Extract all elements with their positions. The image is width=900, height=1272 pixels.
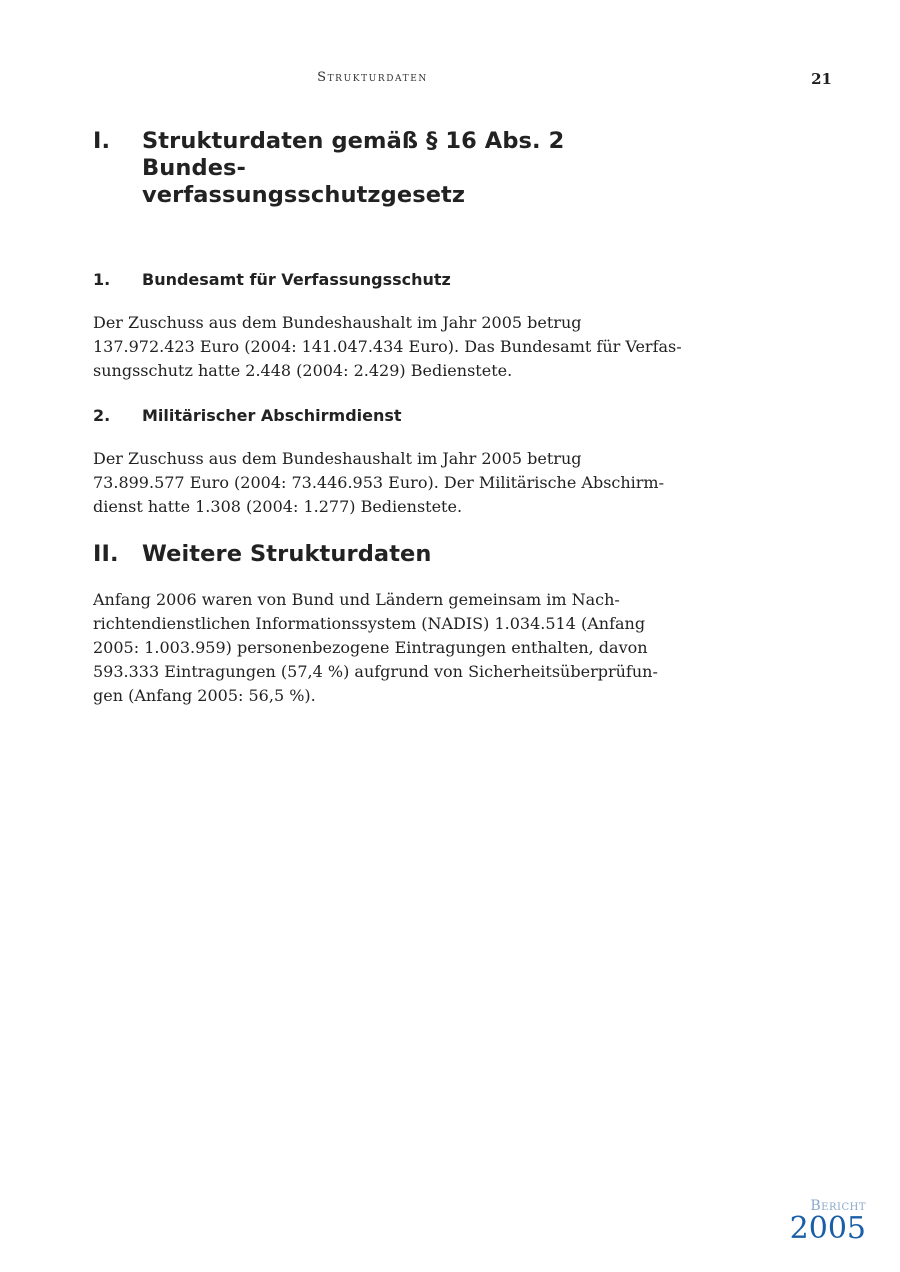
paragraph-line: Anfang 2006 waren von Bund und Ländern gemeinsam im Nach- xyxy=(93,590,620,609)
subsection-number: 1. xyxy=(93,270,111,289)
section-title xyxy=(142,128,663,209)
subsection-heading-2 xyxy=(93,405,663,427)
section-heading-1 xyxy=(93,128,663,209)
section-title-line: verfassungsschutzgesetz xyxy=(142,182,466,208)
section-number: I. xyxy=(93,128,111,154)
paragraph-line: Der Zuschuss aus dem Bundeshaushalt im Jahr 2005 betrug xyxy=(93,313,582,332)
report-brand-logo xyxy=(790,1199,866,1244)
paragraph-line: sungsschutz hatte 2.448 (2004: 2.429) Bedienstete. xyxy=(93,361,513,380)
paragraph-line: 73.899.577 Euro (2004: 73.446.953 Euro). Der Militärische Abschirm- xyxy=(93,473,665,492)
subsection-title: Militärischer Abschirmdienst xyxy=(142,406,402,425)
section-title: Weitere Strukturdaten xyxy=(142,541,432,567)
page-number: 21 xyxy=(811,70,832,88)
paragraph-nadis xyxy=(93,588,663,708)
main-content xyxy=(93,128,682,708)
brand-year: 2005 xyxy=(789,1211,866,1246)
paragraph-mad xyxy=(93,447,663,519)
section-heading-2 xyxy=(93,541,663,568)
paragraph-line: 137.972.423 Euro (2004: 141.047.434 Euro). Das Bundesamt für Verfas- xyxy=(93,337,682,356)
paragraph-line: gen (Anfang 2005: 56,5 %). xyxy=(93,686,316,705)
brand-word: Bericht xyxy=(810,1198,866,1214)
paragraph-bfv xyxy=(93,311,682,383)
section-number: II. xyxy=(93,541,119,567)
section-title-line: Strukturdaten gemäß § 16 Abs. 2 Bundes- xyxy=(142,128,565,181)
paragraph-line: 2005: 1.003.959) personenbezogene Eintragungen enthalten, davon xyxy=(93,638,648,657)
paragraph-line: dienst hatte 1.308 (2004: 1.277) Bedienstete. xyxy=(93,497,463,516)
subsection-title: Bundesamt für Verfassungsschutz xyxy=(142,270,451,289)
subsection-number: 2. xyxy=(93,406,111,425)
paragraph-line: 593.333 Eintragungen (57,4 %) aufgrund von Sicherheitsüberprüfun- xyxy=(93,662,658,681)
paragraph-line: Der Zuschuss aus dem Bundeshaushalt im Jahr 2005 betrug xyxy=(93,449,582,468)
running-head: Strukturdaten xyxy=(317,70,428,85)
subsection-heading-1 xyxy=(93,269,663,291)
paragraph-line: richtendienstlichen Informationssystem (NADIS) 1.034.514 (Anfang xyxy=(93,614,646,633)
